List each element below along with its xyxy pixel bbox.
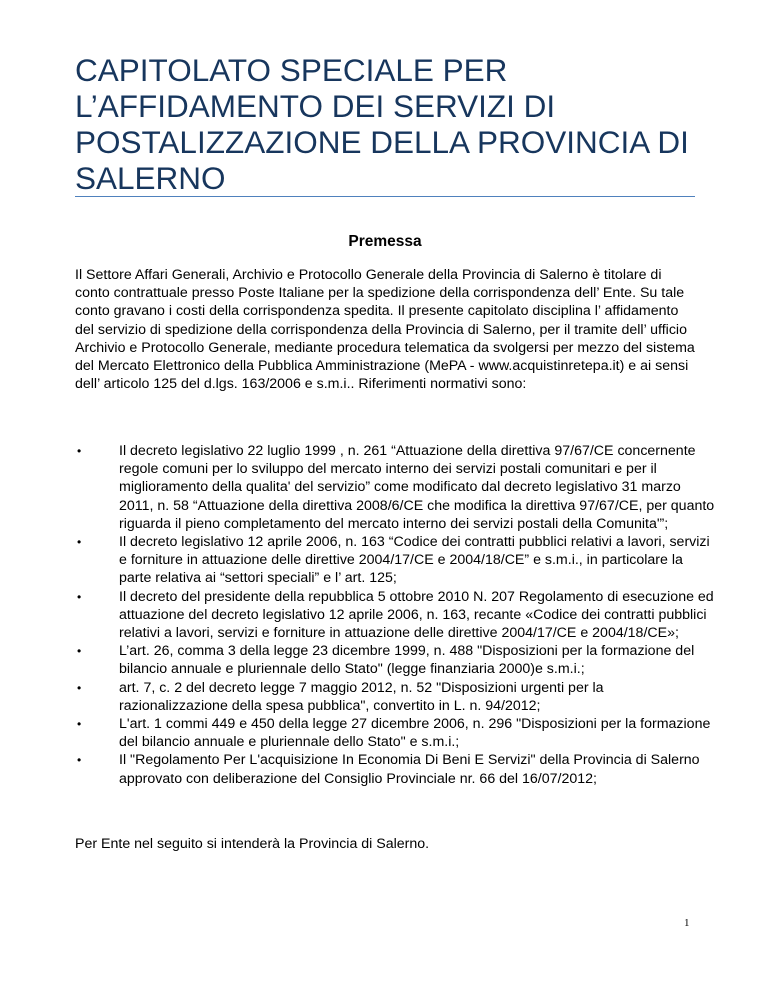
intro-paragraph: Il Settore Affari Generali, Archivio e Protocollo Generale della Provincia di Salerno è titolare di conto contrattuale presso Poste Italiane per la spedizione della corrispondenza dell’ Ente. Su tale conto gravano i costi della corrispondenza spedita. Il presente capitolato disciplina l’ affidamento del servizio di spedizione della corrispondenza della Provincia di Salerno, per il tramite dell’ ufficio Archivio e Protocollo Generale, mediante procedura telematica da svolgersi per mezzo del sistema del Mercato Elettronico della Pubblica Amministrazione (MePA - www.acquistinretepa.it) e ai sensi dell’ articolo 125 del d.lgs. 163/2006 e s.m.i.. Riferimenti normativi sono: [75, 267, 695, 393]
reference-text: Il decreto legislativo 12 aprile 2006, n. 163 “Codice dei contratti pubblici relativi a lavori, servizi e forniture in attuazione delle direttive 2004/17/CE e 2004/18/CE” e s.m.i., in particolare la parte relativa ai “settori speciali” e l’ art. 125; [119, 534, 710, 587]
reference-text: Il "Regolamento Per L'acquisizione In Economia Di Beni E Servizi" della Provincia di Salerno approvato con deliberazione del Consiglio Provinciale nr. 66 del 16/07/2012; [119, 752, 700, 787]
section-heading: Premessa [348, 233, 422, 250]
reference-text: L'art. 1 commi 449 e 450 della legge 27 dicembre 2006, n. 296 "Disposizioni per la formazione del bilancio annuale e pluriennale dello Stato" e s.m.i.; [119, 716, 711, 751]
list-item [75, 642, 715, 678]
bullet-icon: • [77, 717, 82, 732]
references-list [75, 442, 715, 788]
title-underline [75, 196, 695, 197]
bullet-icon: • [77, 644, 82, 659]
list-item [75, 533, 715, 588]
reference-text: L’art. 26, comma 3 della legge 23 dicembre 1999, n. 488 "Disposizioni per la formazione del bilancio annuale e pluriennale dello Stato" (legge finanziaria 2000)e s.m.i.; [119, 643, 695, 678]
list-item [75, 679, 715, 715]
reference-text: art. 7, c. 2 del decreto legge 7 maggio 2012, n. 52 "Disposizioni urgenti per la razionalizzazione della spesa pubblica", convertito in L. n. 94/2012; [119, 679, 604, 714]
bullet-icon: • [77, 589, 82, 604]
list-item [75, 442, 715, 533]
closing-paragraph: Per Ente nel seguito si intenderà la Provincia di Salerno. [75, 836, 430, 852]
bullet-icon: • [77, 680, 82, 695]
list-item [75, 588, 715, 643]
list-item [75, 715, 715, 751]
bullet-icon: • [77, 444, 82, 458]
document-title: CAPITOLATO SPECIALE PER L’AFFIDAMENTO DEI SERVIZI DI POSTALIZZAZIONE DELLA PROVINCIA DI SALERNO [75, 52, 689, 196]
reference-text: Il decreto legislativo 22 luglio 1999 , n. 261 “Attuazione della direttiva 97/67/CE concernente regole comuni per lo sviluppo del mercato interno dei servizi postali comunitari e per il miglioramento della qualita' del servizio” come modificato dal decreto legislativo 31 marzo 2011, n. 58 “Attuazione della direttiva 2008/6/CE che modifica la direttiva 97/67/CE, per quanto riguarda il pieno completamento del mercato interno dei servizi postali della Comunita'”; [119, 443, 715, 532]
list-item [75, 751, 715, 787]
bullet-icon: • [77, 535, 82, 550]
reference-text: Il decreto del presidente della repubblica 5 ottobre 2010 N. 207 Regolamento di esecuzione ed attuazione del decreto legislativo 12 aprile 2006, n. 163, recante «Codice dei contratti pubblici relativi a lavori, servizi e forniture in attuazione delle direttive 2004/17/CE e 2004/18/CE»; [119, 588, 714, 642]
page-number: 1 [684, 917, 690, 929]
bullet-icon: • [77, 753, 82, 768]
